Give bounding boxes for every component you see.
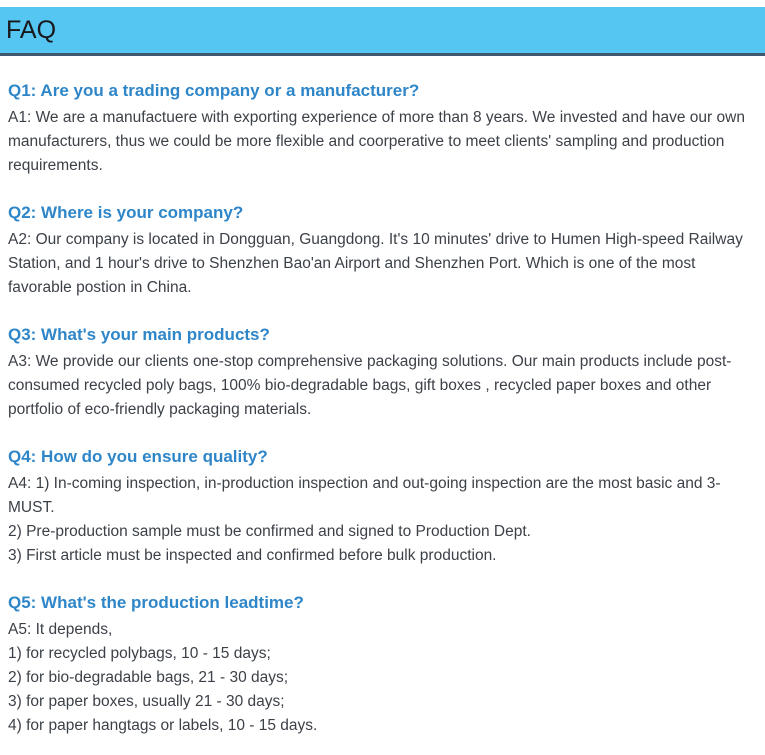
faq-answer-line: 3) First article must be inspected and confirmed before bulk production. xyxy=(8,547,497,564)
faq-item xyxy=(8,446,755,568)
faq-answer-line: 2) for bio-degradable bags, 21 - 30 days; xyxy=(8,669,289,686)
faq-answer-line: 1) for recycled polybags, 10 - 15 days; xyxy=(8,645,271,662)
faq-answer xyxy=(8,350,755,422)
faq-answer xyxy=(8,106,755,178)
faq-section-header xyxy=(0,7,765,56)
faq-question: Q2: Where is your company? xyxy=(8,203,244,222)
faq-answer-line: 3) for paper boxes, usually 21 - 30 days; xyxy=(8,693,285,710)
faq-answer xyxy=(8,472,755,568)
faq-answer-line: 2) Pre-production sample must be confirmed and signed to Production Dept. xyxy=(8,523,531,540)
faq-question: Q4: How do you ensure quality? xyxy=(8,447,268,466)
faq-question: Q1: Are you a trading company or a manufacturer? xyxy=(8,81,420,100)
faq-answer xyxy=(8,228,755,300)
faq-question: Q3: What's your main products? xyxy=(8,325,270,344)
faq-answer-line: 4) for paper hangtags or labels, 10 - 15 days. xyxy=(8,717,318,734)
faq-answer-line: A1: We are a manufactuere with exporting experience of more than 8 years. We invested and have our own manufacturers, thus we could be more flexible and coorperative to meet clients' sampling and production requirements. xyxy=(8,109,745,174)
faq-list xyxy=(0,80,765,748)
faq-question: Q5: What's the production leadtime? xyxy=(8,593,304,612)
faq-answer-line: A5: It depends, xyxy=(8,621,113,638)
faq-item xyxy=(8,202,755,300)
faq-item xyxy=(8,80,755,178)
faq-section-title: FAQ xyxy=(6,15,57,44)
faq-item xyxy=(8,324,755,422)
faq-answer-line: A3: We provide our clients one-stop comprehensive packaging solutions. Our main products include post-consumed recycled poly bags, 100% bio-degradable bags, gift boxes , recycled paper boxes and other portfolio of eco-friendly packaging materials. xyxy=(8,353,732,418)
faq-item xyxy=(8,592,755,738)
faq-answer-line: A2: Our company is located in Dongguan, Guangdong. It's 10 minutes' drive to Humen High-speed Railway Station, and 1 hour's drive to Shenzhen Bao'an Airport and Shenzhen Port. Which is one of the most favorable postion in China. xyxy=(8,231,743,296)
faq-page xyxy=(0,7,765,755)
faq-answer xyxy=(8,618,755,738)
faq-answer-line: A4: 1) In-coming inspection, in-production inspection and out-going inspection are the most basic and 3-MUST. xyxy=(8,475,721,516)
